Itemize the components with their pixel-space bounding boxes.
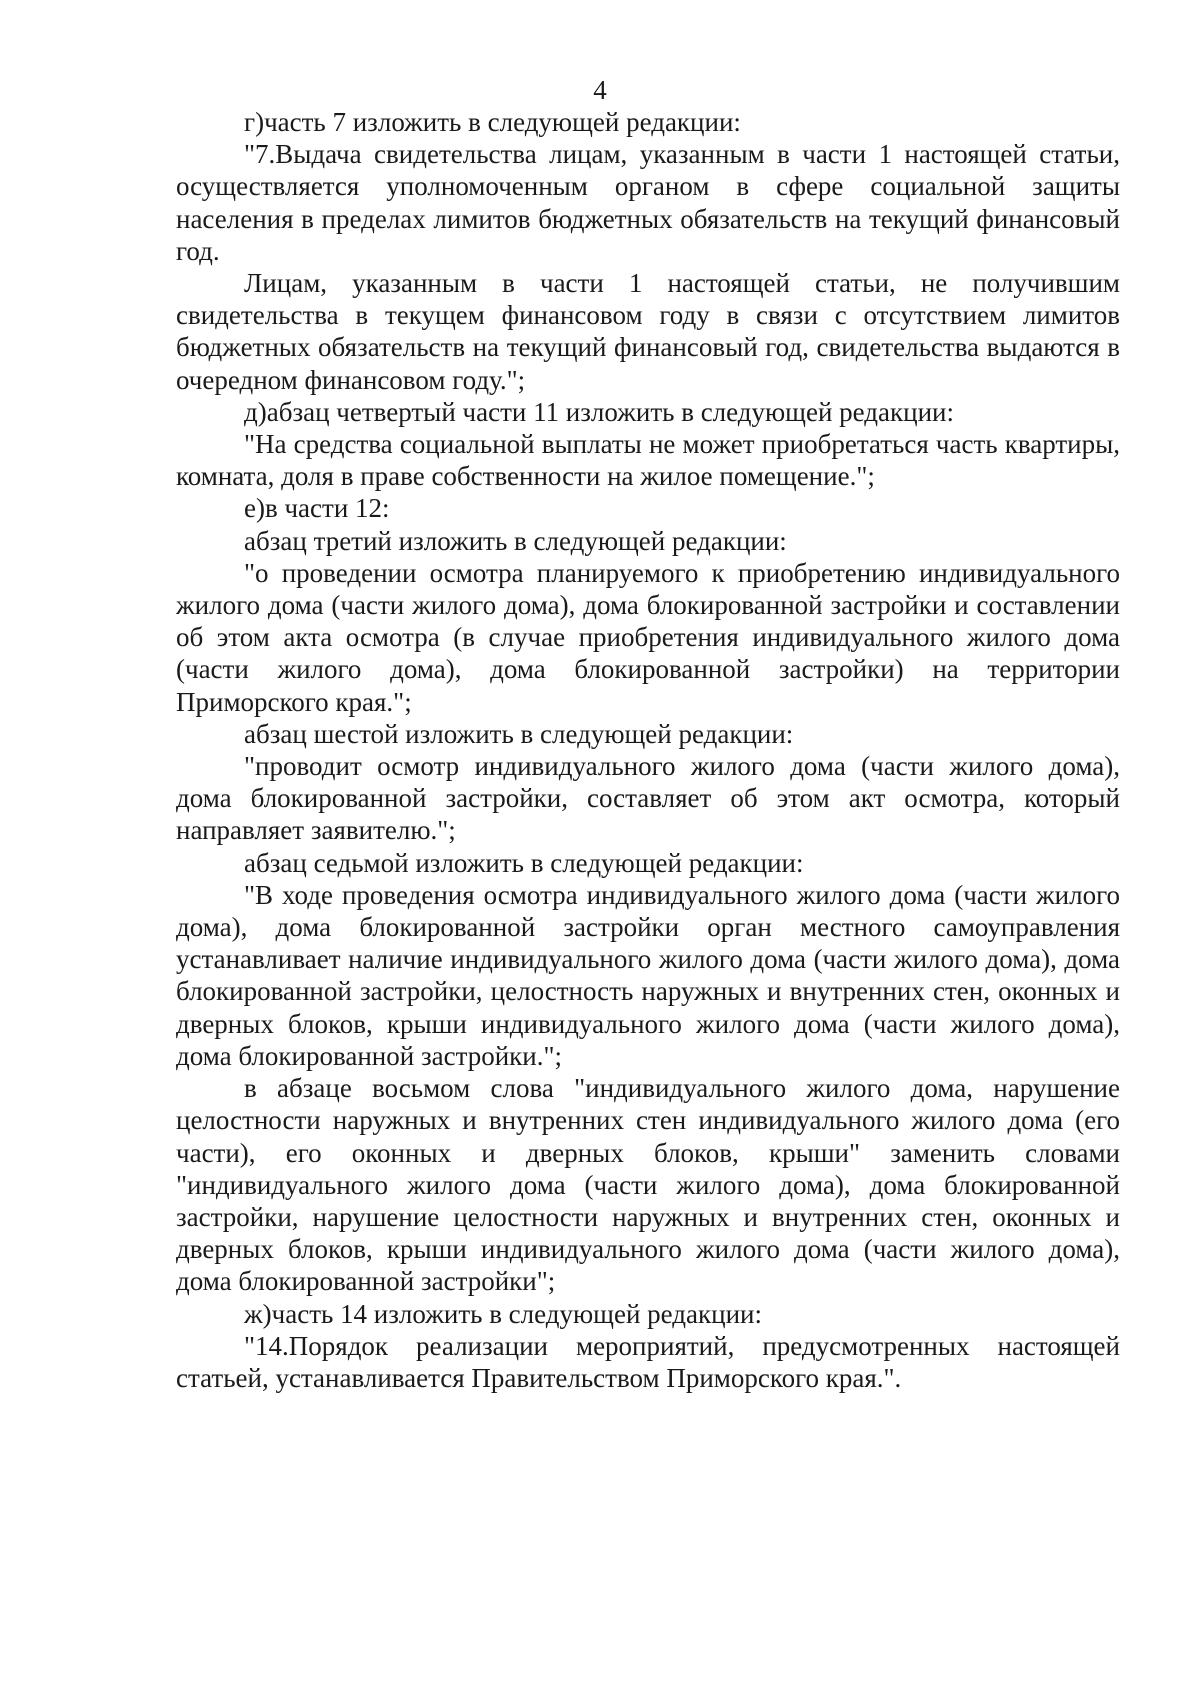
paragraph-abzac-3-heading: абзац третий изложить в следующей редакции: (244, 525, 787, 556)
paragraph-part14-text: "14.Порядок реализации мероприятий, предусмотренных настоящей статьей, устанавливается Правительством Приморского края.". (176, 1330, 1120, 1393)
paragraph-abzac-8: в абзаце восьмом слова "индивидуального жилого дома, нарушение целостности наружных и внутренних стен индивидуального жилого дома (его части), его оконных и дверных блоков, крыши" заменить словами "индивидуального жилого дома (части жилого дома), дома блокированной застройки, нарушение целостности наружных и внутренних стен, оконных и дверных блоков, крыши индивидуального жилого дома (части жилого дома), дома блокированной застройки"; (176, 1073, 1120, 1297)
paragraph-abzac-6-heading: абзац шестой изложить в следующей редакции: (244, 718, 794, 749)
paragraph-abzac-6-text: "проводит осмотр индивидуального жилого дома (части жилого дома), дома блокированной застройки, составляет об этом акт осмотра, который направляет заявителю."; (176, 751, 1120, 846)
paragraph-abzac-7-text: "В ходе проведения осмотра индивидуального жилого дома (части жилого дома), дома блокированной застройки орган местного самоуправления устанавливает наличие индивидуального жилого дома (части жилого дома), дома блокированной застройки, целостность наружных и внутренних стен, оконных и дверных блоков, крыши индивидуального жилого дома (части жилого дома), дома блокированной застройки."; (176, 879, 1120, 1071)
paragraph-g: г)часть 7 изложить в следующей редакции: (244, 107, 741, 137)
paragraph-abzac-3-text: "о проведении осмотра планируемого к приобретению индивидуального жилого дома (части жилого дома), дома блокированной застройки и составлении об этом акта осмотра (в случае приобретения индивидуального жилого дома (части жилого дома), дома блокированной застройки) на территории Приморского края."; (176, 557, 1120, 717)
paragraph-part7-persons: Лицам, указанным в части 1 настоящей статьи, не получившим свидетельства в текущем финансовом году в связи с отсутствием лимитов бюджетных обязательств на текущий финансовый год, свидетельства выдаются в очередном финансовом году."; (176, 268, 1120, 395)
paragraph-e: е)в части 12: (244, 493, 390, 524)
paragraph-zh: ж)часть 14 изложить в следующей редакции: (244, 1298, 762, 1329)
paragraph-part7-text: "7.Выдача свидетельства лицам, указанным в части 1 настоящей статьи, осуществляется уполномоченным органом в сфере социальной защиты населения в пределах лимитов бюджетных обязательств на текущий финансовый год. (176, 139, 1120, 266)
document-body (176, 106, 1120, 1394)
page-number: 4 (593, 75, 607, 105)
paragraph-part11-text: "На средства социальной выплаты не может приобретаться часть квартиры, комната, доля в праве собственности на жилое помещение."; (176, 429, 1120, 492)
paragraph-abzac-7-heading: абзац седьмой изложить в следующей редакции: (244, 847, 804, 878)
paragraph-d: д)абзац четвертый части 11 изложить в следующей редакции: (244, 396, 954, 427)
